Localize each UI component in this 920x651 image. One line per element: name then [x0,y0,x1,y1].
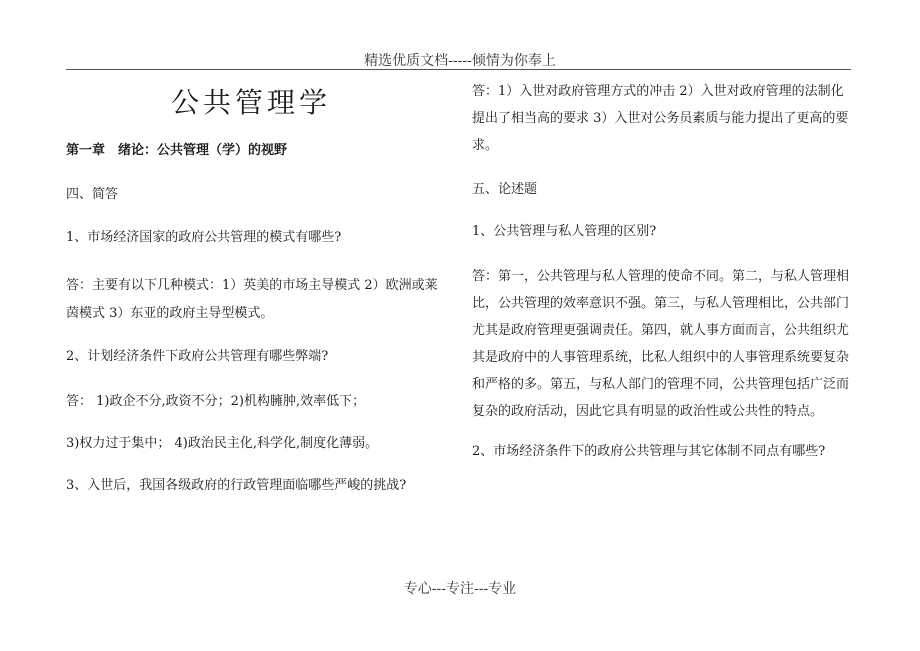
answer-2-line-1: 答： 1)政企不分,政资不分；2)机构臃肿,效率低下； [66,394,366,409]
question-1: 1、市场经济国家的政府公共管理的模式有哪些? [66,230,342,245]
answer-2-line-2: 3)权力过于集中； 4)政治民主化,科学化,制度化薄弱。 [66,436,379,451]
page-header: 精选优质文档-----倾情为你奉上 [364,53,556,69]
answer-3: 答：1）入世对政府管理方式的冲击 2）入世对政府管理的法制化提出了相当高的要求 3）入世对公务员素质与能力提出了更高的要求。 [472,84,849,153]
question-2: 2、计划经济条件下政府公共管理有哪些弊端? [66,349,329,364]
essay-answer-1: 答：第一，公共管理与私人管理的使命不同。第二，与私人管理相比，公共管理的效率意识不强。第三，与私人管理相比，公共部门尤其是政府管理更强调责任。第四，就人事方面而言，公共组织尤其是政府中的人事管理系统，比私人组织中的人事管理系统要复杂和严格的多。第五，与私人部门的管理不同，公共管理包括广泛而复杂的政府活动，因此它具有明显的政治性或公共性的特点。 [472,269,850,419]
page-footer: 专心---专注---专业 [403,581,517,597]
essay-question-2: 2、市场经济条件下的政府公共管理与其它体制不同点有哪些? [472,444,826,459]
right-column [472,78,856,463]
essay-question-1: 1、公共管理与私人管理的区别? [472,224,657,239]
answer-1: 答：主要有以下几种模式：1）英美的市场主导模式 2）欧洲或莱茵模式 3）东亚的政府主导型模式。 [66,278,438,321]
section-heading-4: 四、简答 [66,187,119,202]
question-3: 3、入世后，我国各级政府的行政管理面临哪些严峻的挑战? [66,478,407,493]
chapter-heading: 第一章 绪论：公共管理（学）的视野 [66,143,288,158]
left-column [66,70,446,497]
section-heading-5: 五、论述题 [472,182,538,197]
document-title: 公共管理学 [170,86,331,119]
